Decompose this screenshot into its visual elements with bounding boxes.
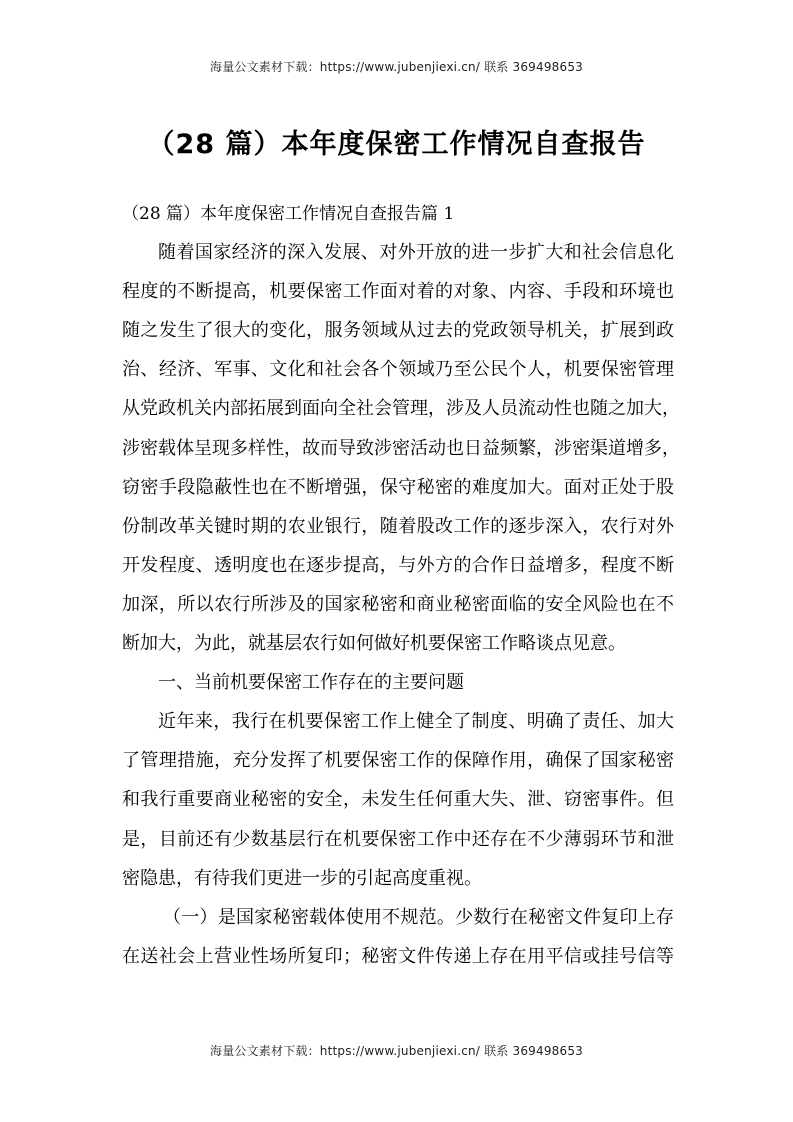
paragraph-line: 和我行重要商业秘密的安全，未发生任何重大失、泄、窃密事件。但 xyxy=(122,789,674,811)
paragraph-line: 密隐患，有待我们更进一步的引起高度重视。 xyxy=(122,867,482,889)
heading-line: 一、当前机要保密工作存在的主要问题 xyxy=(158,672,464,694)
paragraph-line: 加深，所以农行所涉及的国家秘密和商业秘密面临的安全风险也在不 xyxy=(122,593,674,615)
paragraph-line: 了管理措施，充分发挥了机要保密工作的保障作用，确保了国家秘密 xyxy=(122,750,674,772)
paragraph-line: 在送社会上营业性场所复印；秘密文件传递上存在用平信或挂号信等 xyxy=(122,945,674,967)
paragraph-line: 开发程度、透明度也在逐步提高，与外方的合作日益增多，程度不断 xyxy=(122,554,674,576)
paragraph-line: 从党政机关内部拓展到面向全社会管理，涉及人员流动性也随之加大， xyxy=(122,398,680,420)
document-title: （28 篇）本年度保密工作情况自查报告 xyxy=(147,129,646,160)
paragraph-line: 涉密载体呈现多样性，故而导致涉密活动也日益频繁，涉密渠道增多， xyxy=(122,437,680,459)
paragraph-line: 程度的不断提高，机要保密工作面对着的对象、内容、手段和环境也 xyxy=(122,281,674,303)
paragraph-line: 治、经济、军事、文化和社会各个领域乃至公民个人，机要保密管理 xyxy=(122,359,674,381)
page-footer: 海量公文素材下载：https://www.jubenjiexi.cn/ 联系 369498653 xyxy=(210,1044,583,1058)
section-heading xyxy=(122,668,674,707)
page-header: 海量公文素材下载：https://www.jubenjiexi.cn/ 联系 369498653 xyxy=(210,60,583,74)
paragraph-item-one xyxy=(122,903,674,981)
document-body xyxy=(122,199,680,981)
paragraph-line: 近年来，我行在机要保密工作上健全了制度、明确了责任、加大 xyxy=(158,711,674,733)
paragraph-line: 份制改革关键时期的农业银行，随着股改工作的逐步深入，农行对外 xyxy=(122,515,674,537)
section-subtitle: （28 篇）本年度保密工作情况自查报告篇 1 xyxy=(122,204,455,224)
paragraph-line: 随着国家经济的深入发展、对外开放的进一步扩大和社会信息化 xyxy=(158,242,674,264)
paragraph-intro xyxy=(122,238,680,668)
paragraph-line: 窃密手段隐蔽性也在不断增强，保守秘密的难度加大。面对正处于股 xyxy=(122,476,674,498)
paragraph-line: 断加大，为此，就基层农行如何做好机要保密工作略谈点见意。 xyxy=(122,633,626,655)
paragraph-line: 是，目前还有少数基层行在机要保密工作中还存在不少薄弱环节和泄 xyxy=(122,828,674,850)
paragraph-line: （一）是国家秘密载体使用不规范。少数行在秘密文件复印上存 xyxy=(163,906,674,928)
paragraph-recent-years xyxy=(122,707,674,902)
paragraph-line: 随之发生了很大的变化，服务领域从过去的党政领导机关，扩展到政 xyxy=(122,320,674,342)
